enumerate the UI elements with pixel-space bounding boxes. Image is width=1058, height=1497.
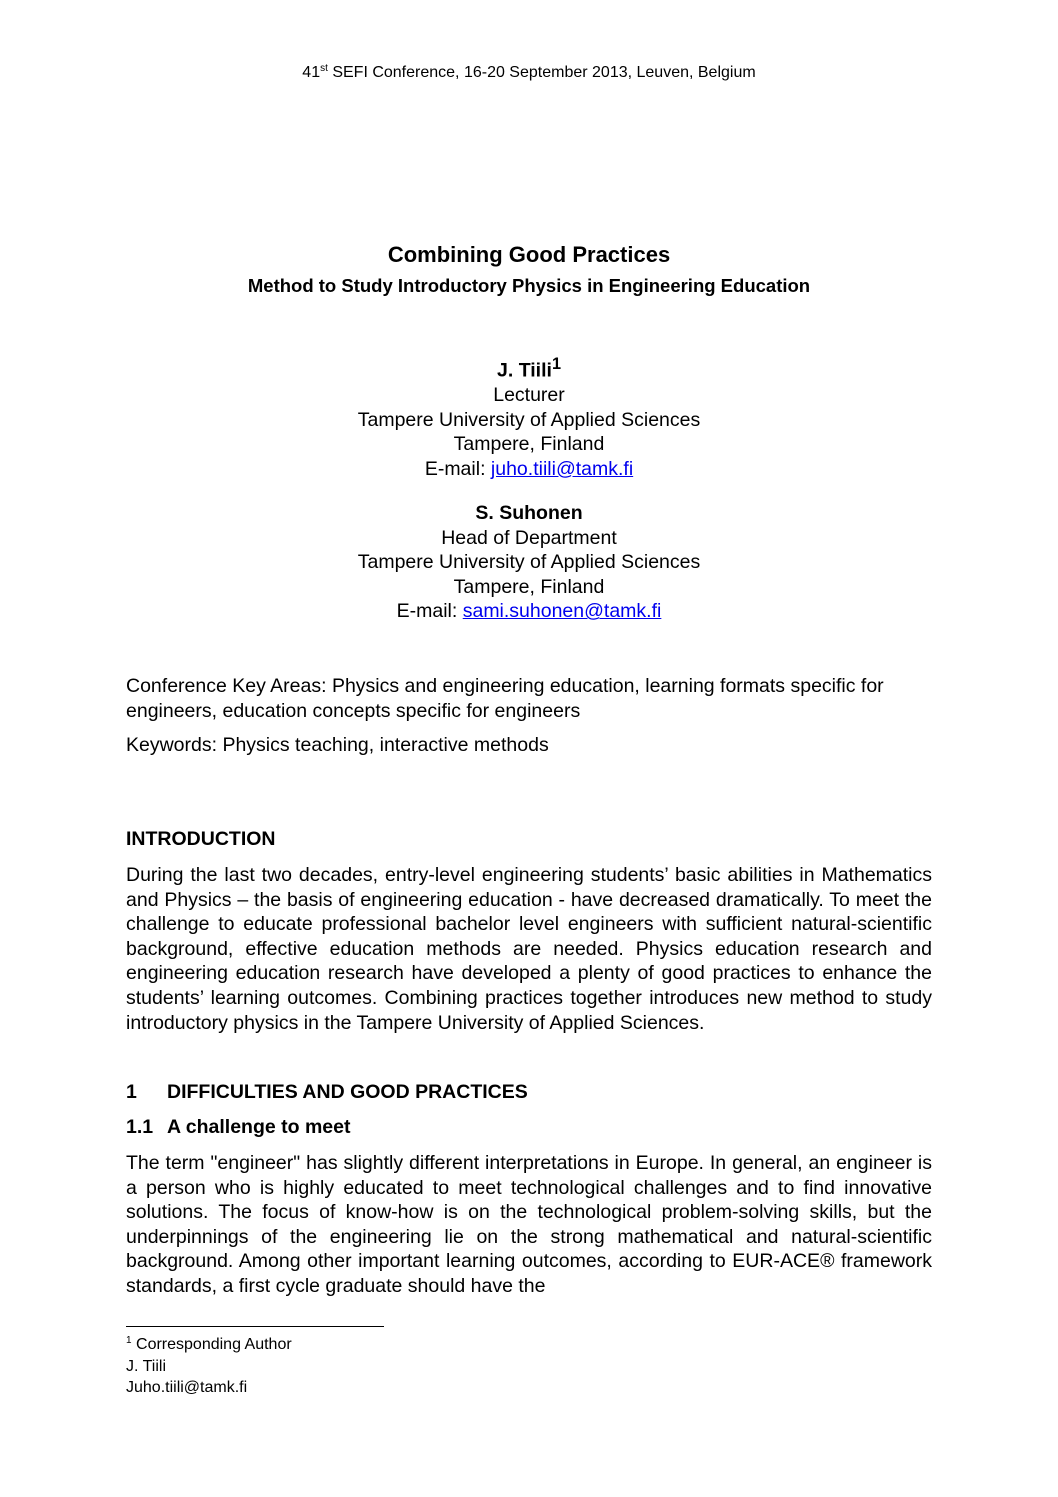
paragraph-introduction: During the last two decades, entry-level engineering students’ basic abilities in Mathematics and Physics – the basis of engineering education - have decreased dramatically. To meet the challenge to educate professional bachelor level engineers with sufficient natural-scientific background, effective education methods are needed. Physics education research and engineering education research have developed a plenty of good practices to enhance the students’ learning outcomes. Combining practices together introduces new method to study introductory physics in the Tampere University of Applied Sciences. bbox=[126, 864, 932, 1034]
author-institution: Tampere University of Applied Sciences bbox=[357, 408, 701, 431]
author-location: Tampere, Finland bbox=[453, 433, 605, 456]
section-title: A challenge to meet bbox=[167, 1116, 351, 1138]
conference-info: SEFI Conference, 16-20 September 2013, Leuven, Belgium bbox=[327, 64, 756, 81]
paper-title: Combining Good Practices bbox=[387, 242, 671, 267]
section-number: 1.1 bbox=[126, 1116, 154, 1138]
email-link[interactable]: juho.tiili@tamk.fi bbox=[490, 457, 634, 480]
footnote-email: Juho.tiili@tamk.fi bbox=[126, 1379, 248, 1396]
email-link[interactable]: sami.suhonen@tamk.fi bbox=[462, 600, 662, 623]
author-role: Head of Department bbox=[441, 526, 617, 549]
footnote-author: J. Tiili bbox=[126, 1357, 166, 1375]
conference-key-areas: Conference Key Areas: Physics and engineering education, learning formats specific for engineers, education concepts specific for engineers bbox=[126, 675, 884, 722]
author-block-2 bbox=[0, 501, 1058, 624]
footnote bbox=[126, 1334, 932, 1399]
author-name: J. Tiili bbox=[497, 359, 552, 382]
email-label: E-mail: bbox=[424, 457, 491, 480]
running-header bbox=[0, 64, 1058, 82]
conference-ordinal: 41 bbox=[302, 64, 321, 81]
email-label: E-mail: bbox=[396, 600, 463, 623]
footnote-mark: 1 bbox=[126, 1335, 132, 1346]
section-heading-introduction: INTRODUCTION bbox=[126, 828, 276, 850]
section-title: DIFFICULTIES AND GOOD PRACTICES bbox=[167, 1081, 528, 1103]
section-heading-1-1 bbox=[126, 1116, 932, 1139]
section-heading-1 bbox=[126, 1081, 932, 1104]
author-name: S. Suhonen bbox=[475, 502, 583, 524]
author-role: Lecturer bbox=[493, 384, 565, 407]
paper-subtitle: Method to Study Introductory Physics in Engineering Education bbox=[247, 275, 811, 296]
paragraph-1-1: The term "engineer" has slightly different interpretations in Europe. In general, an engineer is a person who is highly educated to meet technological challenges and to find innovative solutions. The focus of know-how is on the technological problem-solving skills, but the underpinnings of the engineering lie on the strong mathematical and natural-scientific background. Among other important learning outcomes, according to EUR-ACE® framework standards, a first cycle graduate should have the bbox=[126, 1152, 932, 1297]
section-number: 1 bbox=[126, 1081, 137, 1103]
author-institution: Tampere University of Applied Sciences bbox=[357, 551, 701, 574]
footnote-separator bbox=[126, 1326, 384, 1327]
footnote-text: Corresponding Author bbox=[131, 1336, 292, 1353]
author-block-1 bbox=[0, 352, 1058, 481]
conference-ordinal-suffix: st bbox=[320, 63, 328, 74]
author-location: Tampere, Finland bbox=[453, 575, 605, 598]
keywords: Keywords: Physics teaching, interactive methods bbox=[126, 734, 549, 756]
footnote-mark[interactable]: 1 bbox=[551, 355, 561, 373]
